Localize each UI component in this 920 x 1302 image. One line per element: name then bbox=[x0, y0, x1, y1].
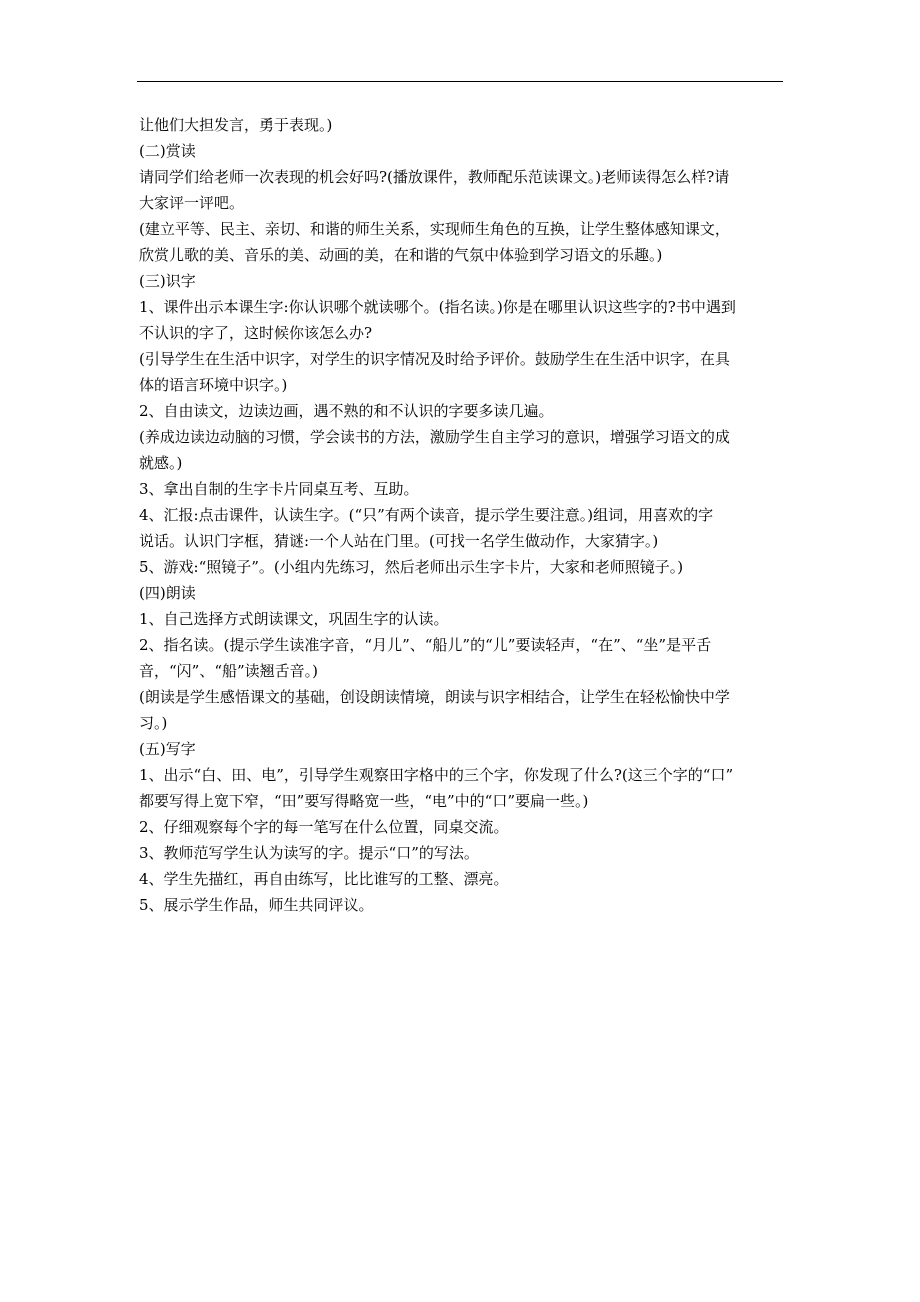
text-line: (朗读是学生感悟课文的基础，创设朗读情境，朗读与识字相结合，让学生在轻松愉快中学 bbox=[139, 688, 730, 706]
text-line: (养成边读边动脑的习惯，学会读书的方法，激励学生自主学习的意识，增强学习语文的成 bbox=[139, 428, 730, 446]
text-line: 音，“闪”、“船”读翘舌音。) bbox=[139, 662, 319, 680]
text-line: 1、课件出示本课生字:你认识哪个就读哪个。(指名读。)你是在哪里认识这些字的?书中遇到 bbox=[139, 298, 736, 316]
text-line: 2、指名读。(提示学生读准字音，“月儿”、“船儿”的“儿”要读轻声，“在”、“坐”是平舌 bbox=[139, 636, 712, 654]
text-line: 2、仔细观察每个字的每一笔写在什么位置，同桌交流。 bbox=[139, 818, 509, 836]
text-line: (建立平等、民主、亲切、和谐的师生关系，实现师生角色的互换，让学生整体感知课文， bbox=[139, 220, 730, 238]
text-line: 请同学们给老师一次表现的机会好吗?(播放课件，教师配乐范读课文。)老师读得怎么样?请 bbox=[139, 168, 730, 186]
text-line: 4、学生先描红，再自由练写，比比谁写的工整、漂亮。 bbox=[139, 870, 509, 888]
text-line: 说话。认识门字框，猜谜:一个人站在门里。(可找一名学生做动作，大家猜字。) bbox=[139, 532, 659, 550]
text-line: 3、拿出自制的生字卡片同桌互考、互助。 bbox=[139, 480, 419, 498]
text-line: 3、教师范写学生认为读写的字。提示“口”的写法。 bbox=[139, 844, 479, 862]
text-line: 大家评一评吧。 bbox=[139, 194, 245, 212]
text-line: 都要写得上宽下窄，“田”要写得略宽一些，“电”中的“口”要扁一些。) bbox=[139, 792, 589, 810]
text-line: 不认识的字了，这时候你该怎么办? bbox=[139, 324, 373, 342]
section-heading: (四)朗读 bbox=[139, 584, 196, 602]
document-body bbox=[139, 112, 787, 918]
text-line: 习。) bbox=[139, 714, 168, 732]
text-line: 4、汇报:点击课件，认读生字。(“只”有两个读音，提示学生要注意。)组词，用喜欢的字 bbox=[139, 506, 714, 524]
text-line: 体的语言环境中识字。) bbox=[139, 376, 288, 394]
section-heading: (三)识字 bbox=[139, 272, 196, 290]
text-line: 1、出示“白、田、电”，引导学生观察田字格中的三个字，你发现了什么?(这三个字的“口” bbox=[139, 766, 734, 784]
text-line: 1、自己选择方式朗读课文，巩固生字的认读。 bbox=[139, 610, 449, 628]
text-line: 5、游戏:“照镜子”。(小组内先练习，然后老师出示生字卡片，大家和老师照镜子。) bbox=[139, 558, 684, 576]
text-line: 欣赏儿歌的美、音乐的美、动画的美，在和谐的气氛中体验到学习语文的乐趣。) bbox=[139, 246, 663, 264]
section-heading: (五)写字 bbox=[139, 740, 196, 758]
text-line: 就感。) bbox=[139, 454, 183, 472]
text-line: 让他们大担发言，勇于表现。) bbox=[139, 116, 333, 134]
section-heading: (二)赏读 bbox=[139, 142, 196, 160]
text-line: 5、展示学生作品，师生共同评议。 bbox=[139, 896, 374, 914]
text-line: 2、自由读文，边读边画，遇不熟的和不认识的字要多读几遍。 bbox=[139, 402, 554, 420]
header-rule bbox=[137, 81, 783, 82]
text-line: (引导学生在生活中识字，对学生的识字情况及时给予评价。鼓励学生在生活中识字，在具 bbox=[139, 350, 730, 368]
